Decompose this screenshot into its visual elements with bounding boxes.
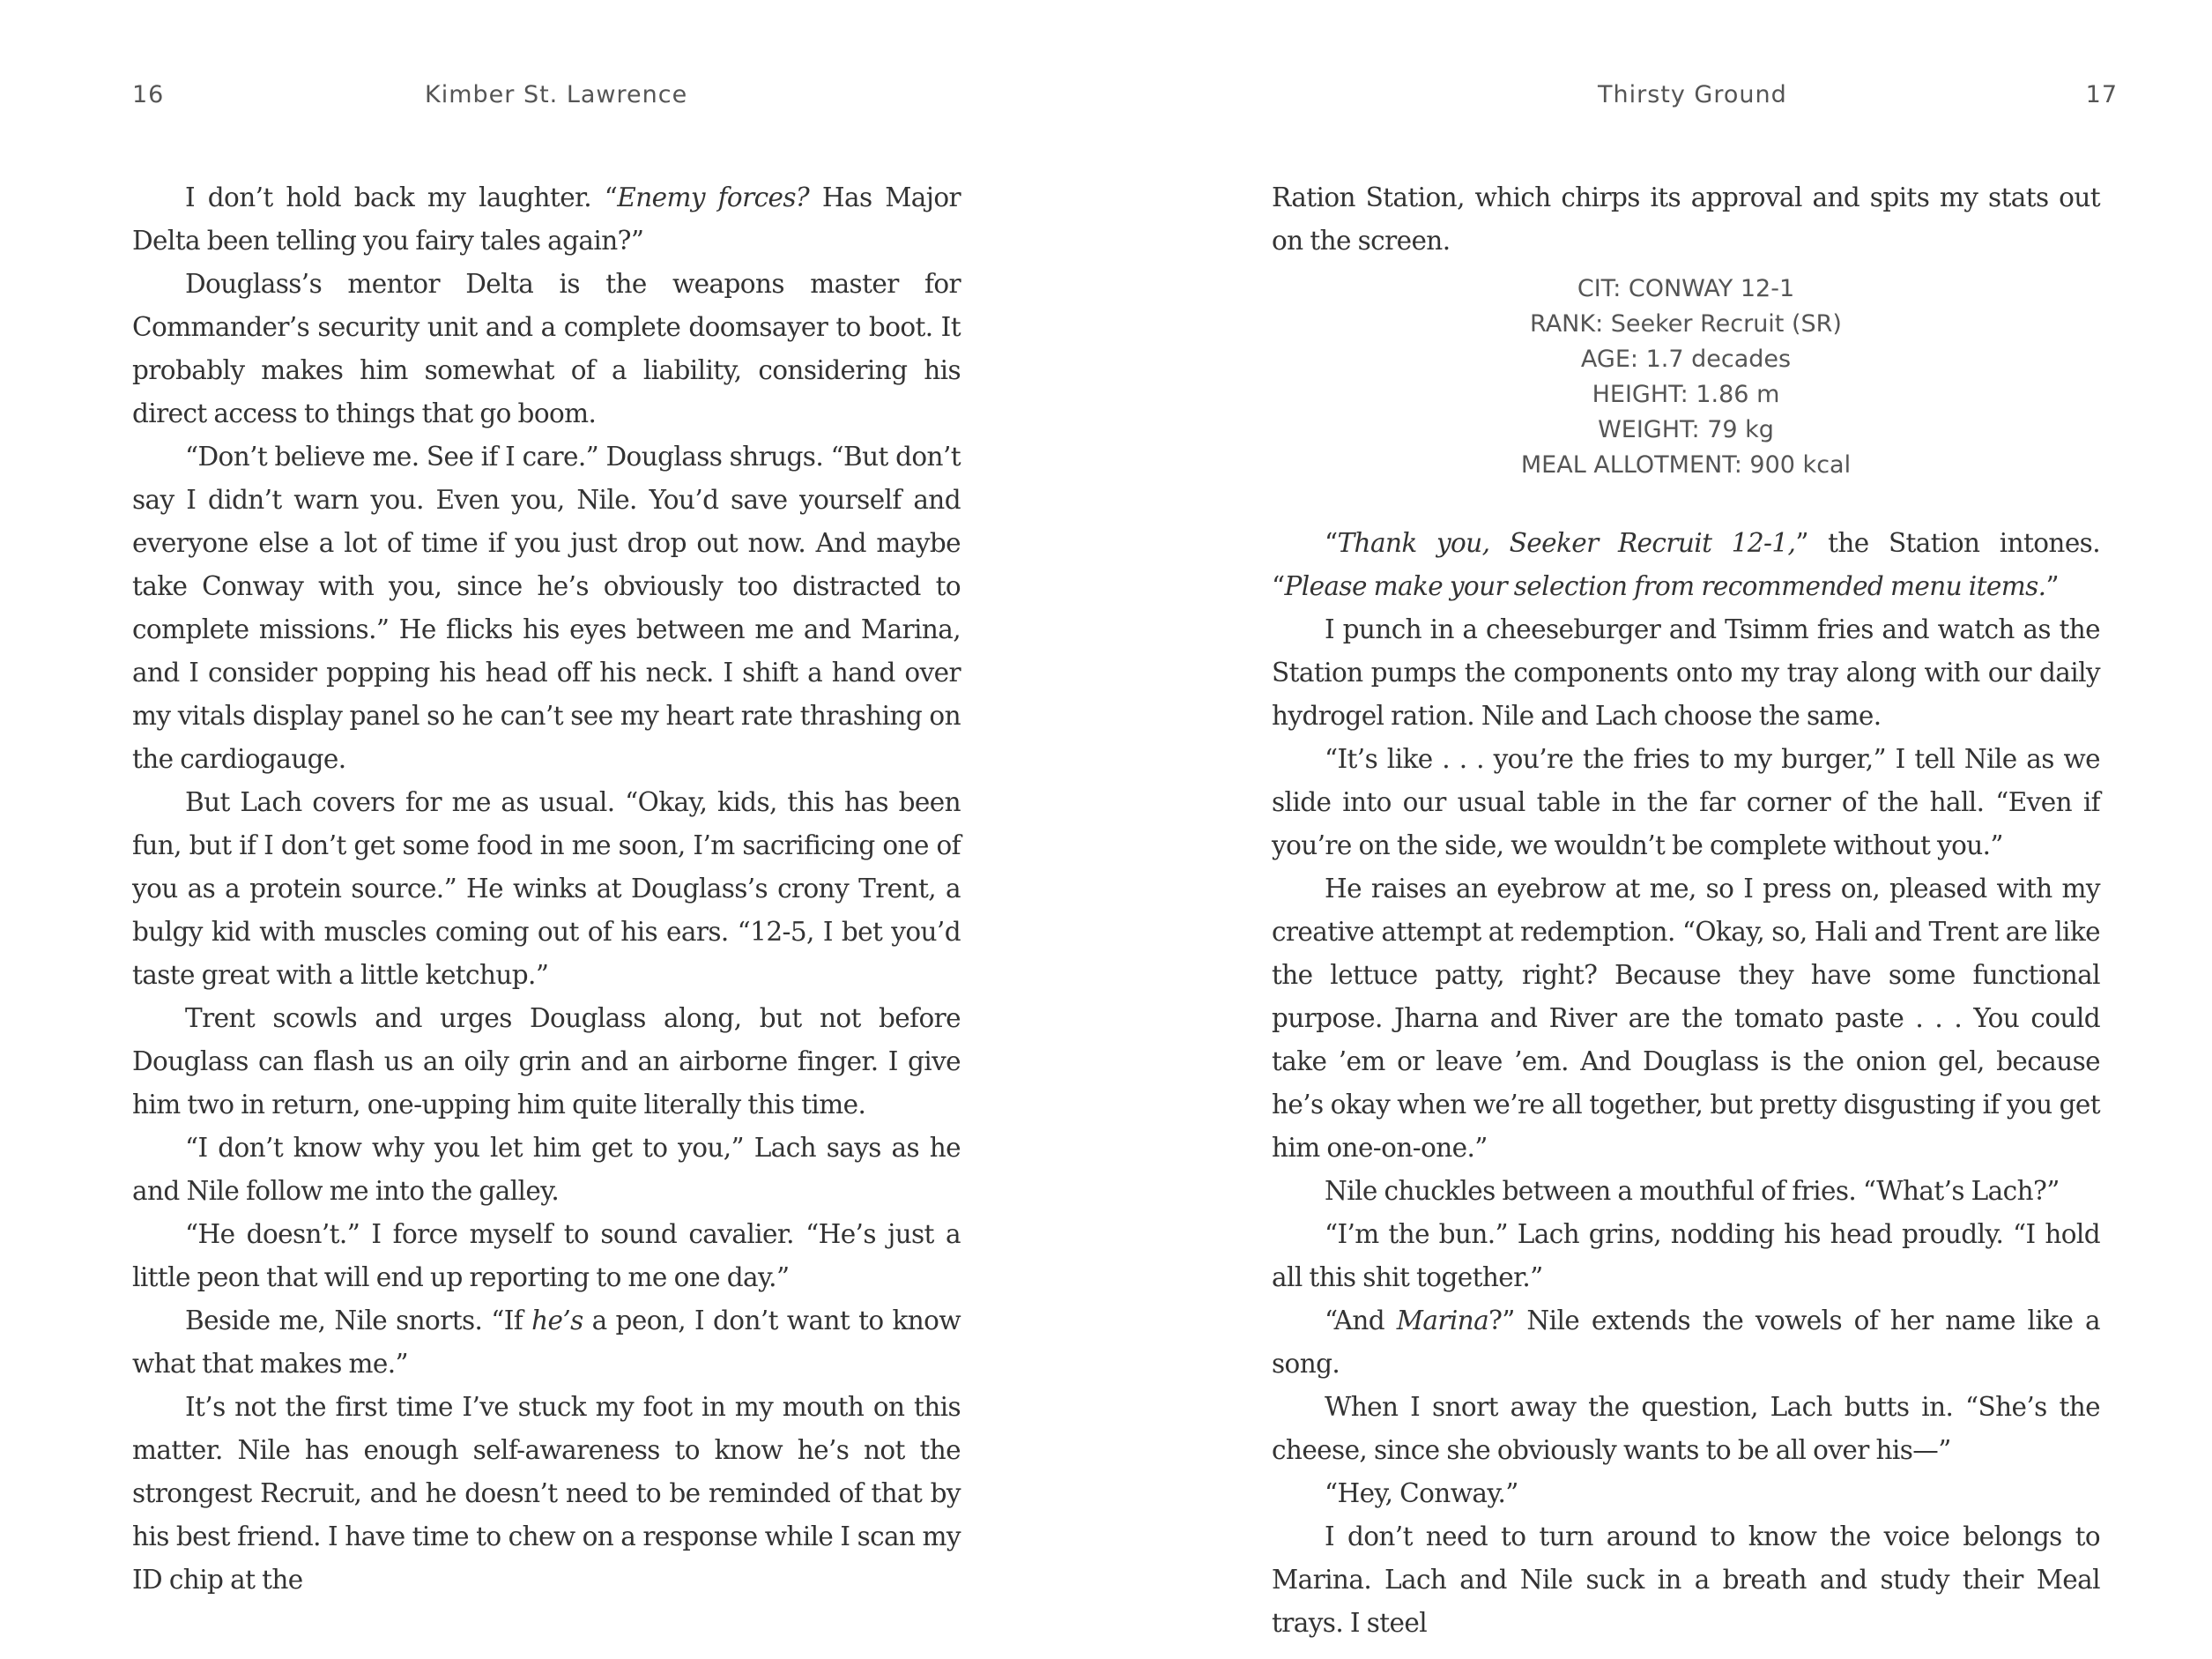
paragraph: It’s not the first time I’ve stuck my foot in my mouth on this matter. Nile has enough self-awareness to know he’s not the strongest Recruit, and he doesn’t need to be reminded of that by his best friend. I have time to chew on a response while I scan my ID chip at the: [132, 1392, 961, 1595]
italic-text: Please make your selection from recommended menu items.: [1284, 571, 2046, 601]
italic-text: he’s: [531, 1306, 583, 1335]
left-page: [132, 0, 978, 1659]
stats-readout: [1272, 272, 2100, 483]
paragraph: Douglass’s mentor Delta is the weapons master for Commander’s security unit and a complete doomsayer to boot. It probably makes him somewhat of a liability, considering his direct access to things that go boom.: [132, 269, 961, 428]
paragraph: I don’t need to turn around to know the voice belongs to Marina. Lach and Nile suck in a breath and study their Meal trays. I steel: [1272, 1521, 2100, 1638]
stat-line: HEIGHT: 1.86 m: [1592, 381, 1780, 408]
stat-line: WEIGHT: 79 kg: [1598, 416, 1774, 443]
paragraph: Beside me, Nile snorts. “If he’s a peon, I don’t want to know what that makes me.”: [132, 1306, 961, 1379]
paragraph: Trent scowls and urges Douglass along, but not before Douglass can flash us an oily grin and an airborne finger. I give him two in return, one-upping him quite literally this time.: [132, 1003, 961, 1120]
paragraph: “I’m the bun.” Lach grins, nodding his head proudly. “I hold all this shit together.”: [1272, 1219, 2100, 1292]
paragraph: I don’t hold back my laughter. “Enemy forces? Has Major Delta been telling you fairy tales again?”: [132, 182, 961, 256]
book-title: Thirsty Ground: [1598, 81, 1787, 108]
right-page: [1272, 0, 2118, 1659]
page-number: 16: [132, 81, 165, 108]
paragraph: “And Marina?” Nile extends the vowels of her name like a song.: [1272, 1306, 2100, 1379]
body-text: [132, 176, 961, 1602]
running-head: [132, 81, 978, 116]
paragraph: “Don’t believe me. See if I care.” Douglass shrugs. “But don’t say I didn’t warn you. Even you, Nile. You’d save yourself and everyone else a lot of time if you just drop out now. And maybe take Conway with you, since he’s obviously too distracted to complete missions.” He flicks his eyes between me and Marina, and I consider popping his head off his neck. I shift a hand over my vitals display panel so he can’t see my heart rate thrashing on the cardiogauge.: [132, 442, 961, 774]
stat-line: AGE: 1.7 decades: [1580, 346, 1792, 373]
paragraph: “It’s like . . . you’re the fries to my burger,” I tell Nile as we slide into our usual table in the far corner of the hall. “Even if you’re on the side, we wouldn’t be complete without you.”: [1272, 744, 2100, 860]
paragraph: When I snort away the question, Lach butts in. “She’s the cheese, since she obviously wants to be all over his—”: [1272, 1392, 2100, 1465]
author-name: Kimber St. Lawrence: [425, 81, 688, 108]
italic-text: Marina: [1396, 1306, 1489, 1335]
paragraph: “He doesn’t.” I force myself to sound cavalier. “He’s just a little peon that will end up reporting to me one day.”: [132, 1219, 961, 1292]
stat-line: CIT: CONWAY 12-1: [1577, 275, 1795, 302]
stat-line: MEAL ALLOTMENT: 900 kcal: [1520, 451, 1852, 479]
paragraph: But Lach covers for me as usual. “Okay, kids, this has been fun, but if I don’t get some food in me soon, I’m sacrificing one of you as a protein source.” He winks at Douglass’s crony Trent, a bulgy kid with muscles coming out of his ears. “12-5, I bet you’d taste great with a little ketchup.”: [132, 787, 961, 990]
paragraph: I punch in a cheeseburger and Tsimm fries and watch as the Station pumps the components onto my tray along with our daily hydrogel ration. Nile and Lach choose the same.: [1272, 614, 2100, 731]
paragraph: Nile chuckles between a mouthful of fries. “What’s Lach?”: [1325, 1176, 2060, 1206]
stat-line: RANK: Seeker Recruit (SR): [1530, 310, 1842, 338]
body-text: [1272, 176, 2100, 1645]
italic-text: Thank you, Seeker Recruit 12-1,: [1337, 528, 1796, 558]
paragraph: “Thank you, Seeker Recruit 12-1,” the Station intones. “Please make your selection from recommended menu items.”: [1272, 528, 2100, 601]
paragraph: “Hey, Conway.”: [1325, 1478, 1518, 1508]
paragraph: Ration Station, which chirps its approval and spits my stats out on the screen.: [1272, 182, 2100, 256]
italic-text: Enemy forces?: [617, 182, 810, 212]
spacer: [1272, 495, 2100, 522]
running-head: [1272, 81, 2118, 116]
paragraph: He raises an eyebrow at me, so I press on, pleased with my creative attempt at redemption. “Okay, so, Hali and Trent are like the lettuce patty, right? Because they have some functional purpose. Jharna and River are the tomato paste . . . You could take ’em or leave ’em. And Douglass is the onion gel, because he’s okay when we’re all together, but pretty disgusting if you get him one-on-one.”: [1272, 874, 2100, 1163]
paragraph: “I don’t know why you let him get to you,” Lach says as he and Nile follow me into the galley.: [132, 1133, 961, 1206]
page-number: 17: [2085, 81, 2118, 108]
